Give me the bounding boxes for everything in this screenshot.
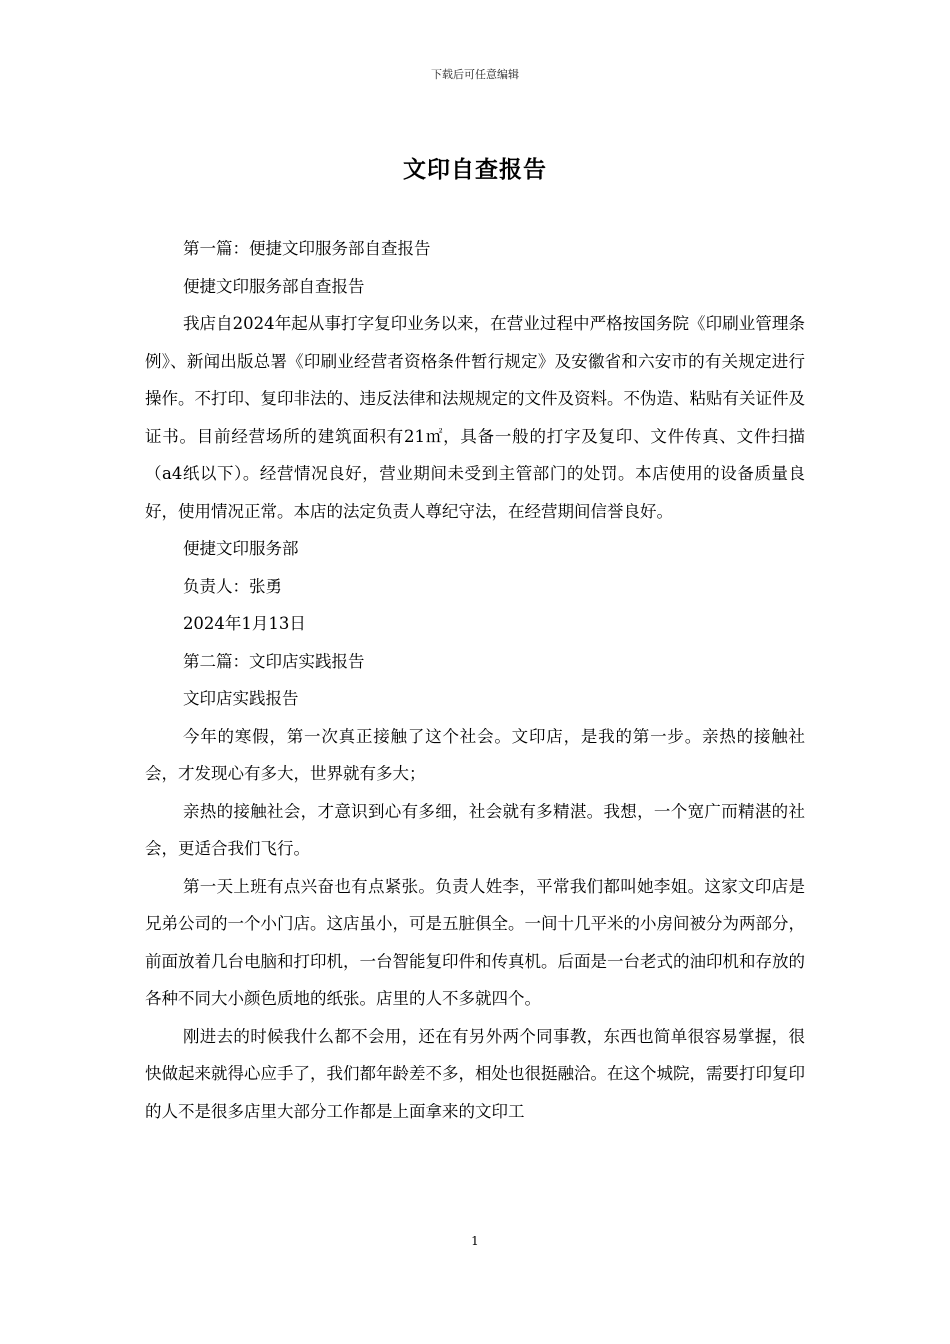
- signature-date: 2024年1月13日: [182, 614, 306, 633]
- section-heading-2: 第二篇：文印店实践报告: [182, 651, 365, 671]
- body-paragraph: 我店自2024年起从事打字复印业务以来，在营业过程中严格按国务院《印刷业管理条例》、新闻出版总署《印刷业经营者资格条件暂行规定》及安徽省和六安市的有关规定进行操作。不打印、复印非法的、违反法律和法规规定的文件及资料。不伪造、粘贴有关证件及证书。目前经营场所的建筑面积有21㎡，具备一般的打字及复印、文件传真、文件扫描（a4纸以下）。经营情况良好，营业期间未受到主管部门的处罚。本店使用的设备质量良好，使用情况正常。本店的法定负责人尊纪守法，在经营期间信誉良好。: [145, 314, 805, 521]
- report-title-1: 便捷文印服务部自查报告: [182, 276, 365, 296]
- body-paragraph: 刚进去的时候我什么都不会用，还在有另外两个同事教，东西也简单很容易掌握，很快做起来就得心应手了，我们都年龄差不多，相处也很挺融洽。在这个城院，需要打印复印的人不是很多店里大部分工作都是上面拿来的文印工: [145, 1026, 805, 1121]
- body-paragraph: 第一天上班有点兴奋也有点紧张。负责人姓李，平常我们都叫她李姐。这家文印店是兄弟公司的一个小门店。这店虽小，可是五脏俱全。一间十几平米的小房间被分为两部分，前面放着几台电脑和打印机，一台智能复印件和传真机。后面是一台老式的油印机和存放的各种不同大小颜色质地的纸张。店里的人不多就四个。: [145, 876, 805, 1008]
- document-title: 文印自查报告: [403, 156, 547, 183]
- body-paragraph: 亲热的接触社会，才意识到心有多细，社会就有多精湛。我想，一个宽广而精湛的社会，更适合我们飞行。: [145, 801, 805, 858]
- report-title-2: 文印店实践报告: [182, 689, 299, 708]
- signature-org: 便捷文印服务部: [182, 539, 299, 558]
- page-number: 1: [471, 1234, 479, 1248]
- section-heading-1: 第一篇：便捷文印服务部自查报告: [182, 239, 431, 258]
- header-note: 下载后可任意编辑: [431, 68, 519, 81]
- body-paragraph: 今年的寒假，第一次真正接触了这个社会。文印店，是我的第一步。亲热的接触社会，才发现心有多大，世界就有多大；: [145, 726, 805, 783]
- signature-person: 负责人：张勇: [182, 576, 282, 596]
- document-body: [145, 230, 805, 1130]
